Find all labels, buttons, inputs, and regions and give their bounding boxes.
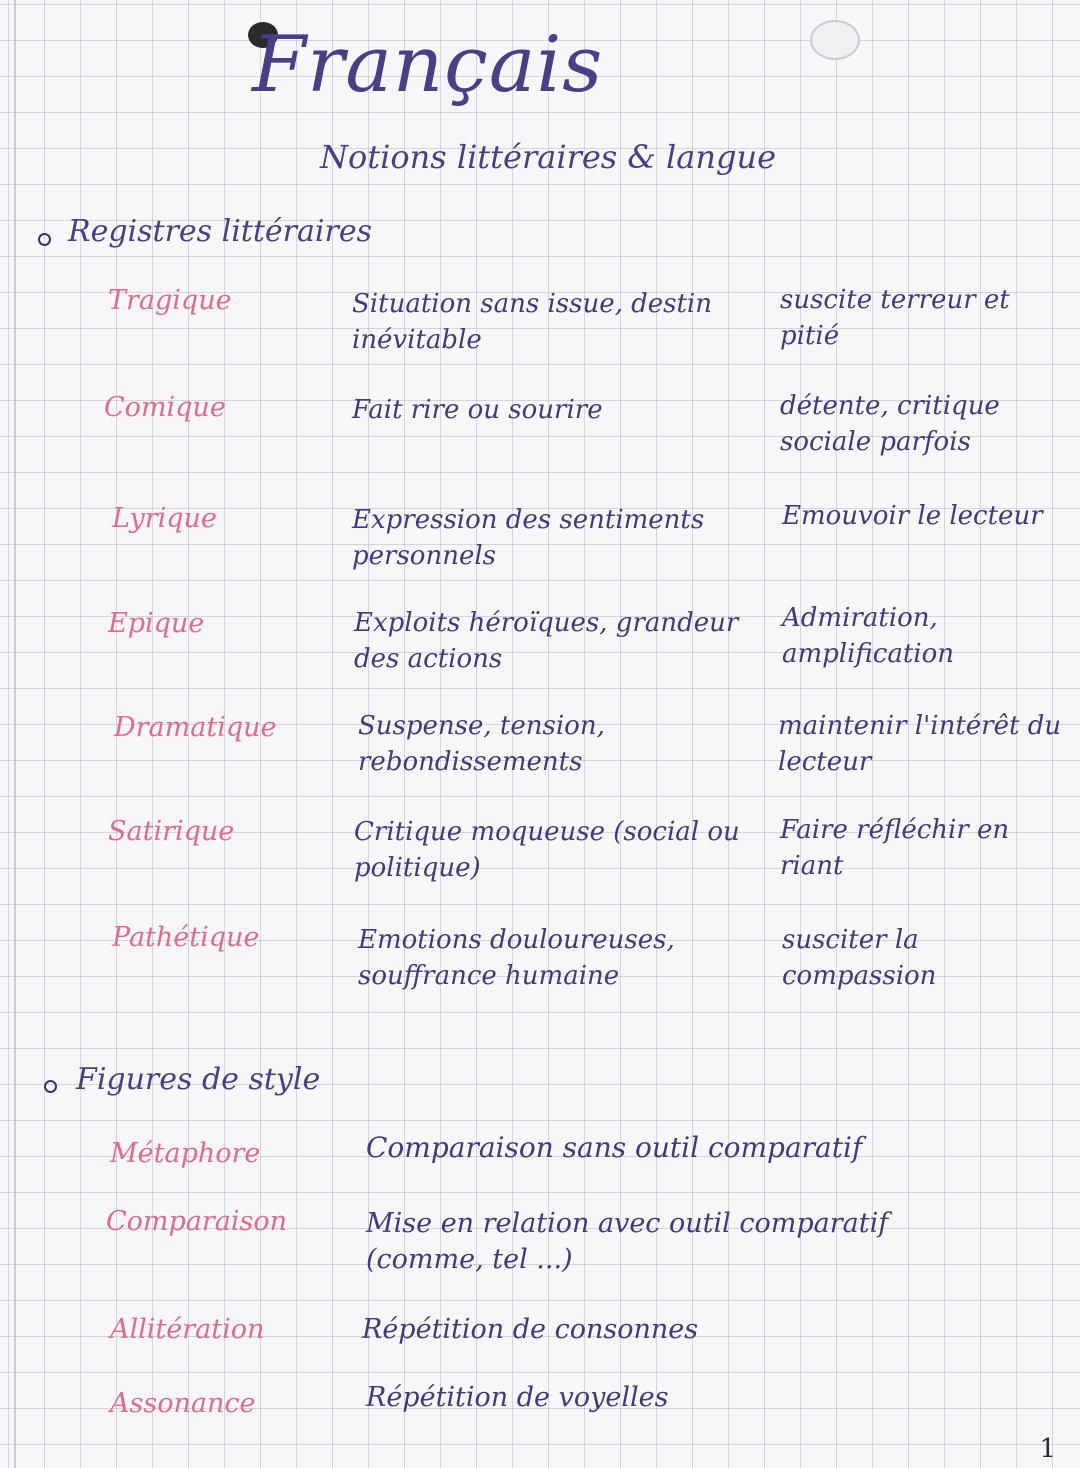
register-effect: susciter la compassion <box>782 925 937 991</box>
figure-name: Comparaison <box>106 1206 288 1237</box>
bullet-icon <box>44 1080 57 1093</box>
figure-name: Métaphore <box>110 1138 261 1169</box>
register-name: Tragique <box>108 285 232 316</box>
register-definition: Situation sans issue, destin inévitable <box>352 289 712 355</box>
figure-definition: Répétition de consonnes <box>362 1314 699 1345</box>
register-definition: Fait rire ou sourire <box>352 395 603 425</box>
register-effect: Emouvoir le lecteur <box>782 501 1043 531</box>
figure-definition: Mise en relation avec outil comparatif (comme, tel ...) <box>366 1208 889 1275</box>
page-title: Français <box>252 20 604 110</box>
register-name: Lyrique <box>112 503 217 534</box>
punch-hole-outline <box>810 20 860 60</box>
figure-definition: Répétition de voyelles <box>366 1382 669 1413</box>
register-name: Pathétique <box>112 922 260 953</box>
register-name: Satirique <box>108 816 235 847</box>
figure-name: Assonance <box>110 1388 256 1419</box>
register-definition: Critique moqueuse (social ou politique) <box>354 817 740 883</box>
register-effect: Admiration, amplification <box>782 603 954 669</box>
register-definition: Emotions douloureuses, souffrance humaine <box>358 925 675 991</box>
section-heading-registres: Registres littéraires <box>68 214 372 249</box>
register-name: Epique <box>108 608 205 639</box>
section-heading-figures: Figures de style <box>76 1062 321 1097</box>
page-subtitle: Notions littéraires & langue <box>320 138 776 176</box>
figure-name: Allitération <box>110 1314 265 1345</box>
register-effect: détente, critique sociale parfois <box>780 391 1000 457</box>
figure-definition: Comparaison sans outil comparatif <box>366 1131 863 1164</box>
register-definition: Expression des sentiments personnels <box>352 505 705 571</box>
register-definition: Suspense, tension, rebondissements <box>358 711 605 777</box>
bullet-icon <box>38 233 51 246</box>
register-effect: maintenir l'intérêt du lecteur <box>778 711 1062 777</box>
margin-line <box>14 0 16 1468</box>
register-effect: suscite terreur et pitié <box>780 285 1010 351</box>
register-name: Dramatique <box>114 712 277 743</box>
page-number: 1 <box>1039 1434 1056 1464</box>
register-definition: Exploits héroïques, grandeur des actions <box>354 608 739 674</box>
register-name: Comique <box>104 392 226 423</box>
register-effect: Faire réfléchir en riant <box>780 815 1010 881</box>
